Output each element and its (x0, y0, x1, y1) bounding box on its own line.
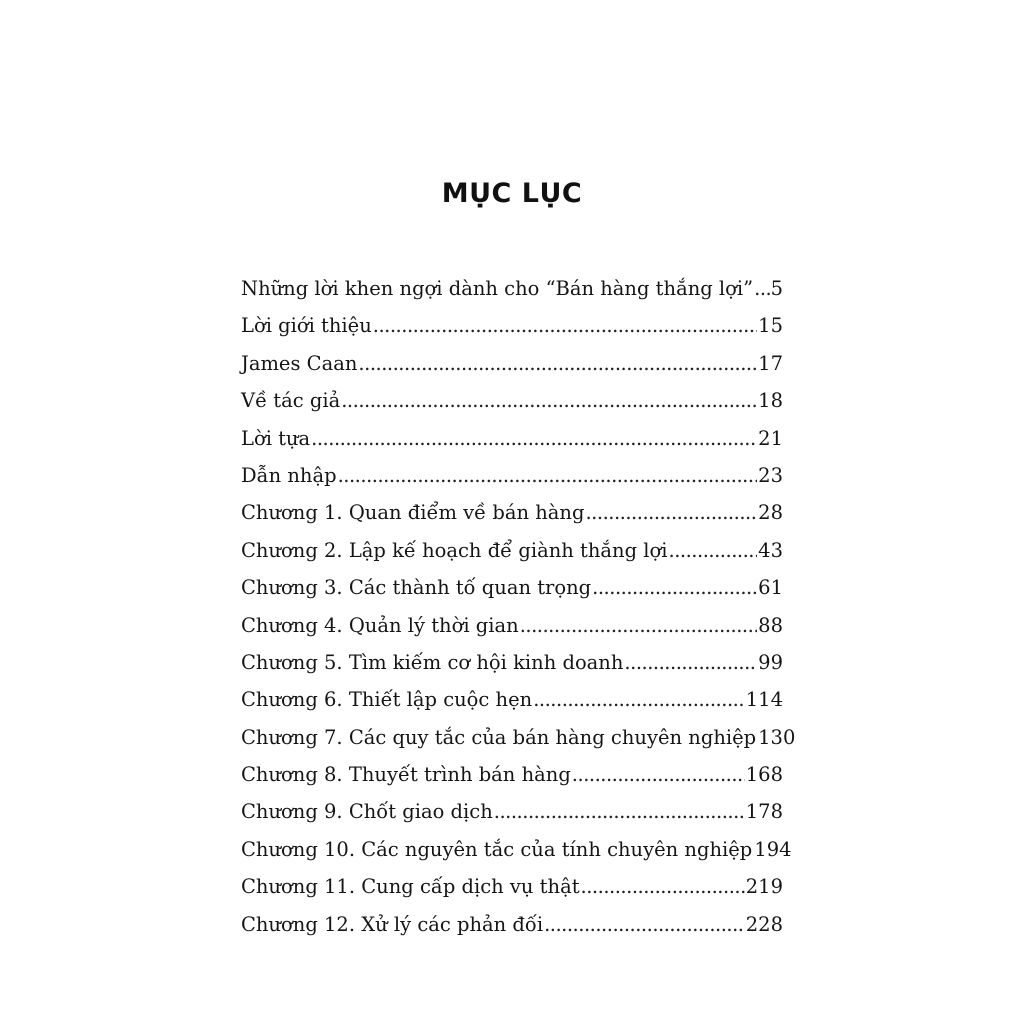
toc-entry-page: 21 (758, 426, 783, 450)
toc-entry-page: 219 (745, 875, 783, 899)
dot-leader (624, 651, 757, 674)
toc-entry-label: Lời tựa (241, 426, 311, 450)
toc-entry (241, 614, 783, 651)
toc-entry-page: 228 (745, 912, 783, 936)
dot-leader (338, 464, 758, 487)
toc-entry-page: 130 (758, 725, 796, 749)
dot-leader (581, 875, 745, 898)
toc-entry-page: 17 (758, 351, 783, 375)
dot-leader (533, 688, 745, 711)
toc-entry-label: Dẫn nhập (241, 463, 337, 487)
toc-entry-page: 178 (745, 800, 783, 824)
toc-entry (241, 427, 783, 464)
dot-leader (311, 427, 757, 450)
toc-entry (241, 277, 783, 314)
toc-entry-label: James Caan (241, 351, 358, 375)
dot-leader (572, 763, 745, 786)
toc-entry-label: Chương 9. Chốt giao dịch (241, 800, 493, 824)
toc-entry (241, 763, 783, 800)
toc-entry-label: Chương 4. Quản lý thời gian (241, 613, 519, 637)
dot-leader (592, 576, 757, 599)
toc-entry-page: 43 (758, 538, 783, 562)
toc-entry-page: 15 (758, 314, 783, 338)
toc-entry-label: Về tác giả (241, 389, 341, 413)
toc-entry-label: Chương 3. Các thành tố quan trọng (241, 576, 592, 600)
toc-entry-label: Chương 11. Cung cấp dịch vụ thật (241, 875, 580, 899)
toc-entry-label: Chương 7. Các quy tắc của bán hàng chuyên nghiệp (241, 725, 757, 749)
toc-entry-page: 28 (758, 501, 783, 525)
toc-entry-page: 5 (770, 277, 783, 300)
toc-entry (241, 913, 783, 950)
toc-entry-page: 114 (745, 688, 783, 712)
toc-entry (241, 875, 783, 912)
toc-entry-label: Chương 12. Xử lý các phản đối (241, 912, 544, 936)
toc-entry-page: 168 (745, 763, 783, 787)
toc-entry-page: 23 (758, 463, 783, 487)
toc-entry (241, 539, 783, 576)
toc-entry (241, 352, 783, 389)
toc-entry-label: Chương 6. Thiết lập cuộc hẹn (241, 688, 533, 712)
dot-leader (494, 800, 745, 823)
toc-entry-label: Lời giới thiệu (241, 314, 372, 338)
toc-entry-page: 99 (758, 650, 783, 674)
toc-entry (241, 651, 783, 688)
page-title: MỤC LỤC (441, 178, 583, 209)
toc-entry-page: 88 (758, 613, 783, 637)
toc-entry-label: Những lời khen ngợi dành cho “Bán hàng thắng lợi” (241, 277, 754, 300)
dot-leader (585, 501, 757, 524)
toc-entry-label: Chương 10. Các nguyên tắc của tính chuyên nghiệp (241, 837, 753, 861)
toc-entry (241, 688, 783, 725)
dot-leader (520, 614, 757, 637)
toc-entry (241, 314, 783, 351)
toc-entry-label: Chương 8. Thuyết trình bán hàng (241, 763, 571, 787)
dot-leader (669, 539, 758, 562)
toc-entry-label: Chương 2. Lập kế hoạch để giành thắng lợi (241, 538, 668, 562)
toc-entry (241, 800, 783, 837)
toc-entry (241, 501, 783, 538)
dot-leader (358, 352, 757, 375)
toc-entry-page: 61 (758, 576, 783, 600)
toc-entry-page: 194 (754, 837, 792, 861)
dot-leader (373, 314, 757, 337)
table-of-contents (241, 277, 796, 950)
toc-entry-label: Chương 1. Quan điểm về bán hàng (241, 501, 585, 525)
toc-entry (241, 576, 783, 613)
toc-entry (241, 837, 792, 875)
dot-leader (341, 389, 757, 412)
toc-entry (241, 725, 796, 763)
dot-leader (754, 277, 769, 300)
toc-entry-page: 18 (758, 389, 783, 413)
toc-entry (241, 389, 783, 426)
dot-leader (544, 913, 745, 936)
toc-entry (241, 464, 783, 501)
toc-entry-label: Chương 5. Tìm kiếm cơ hội kinh doanh (241, 650, 624, 674)
